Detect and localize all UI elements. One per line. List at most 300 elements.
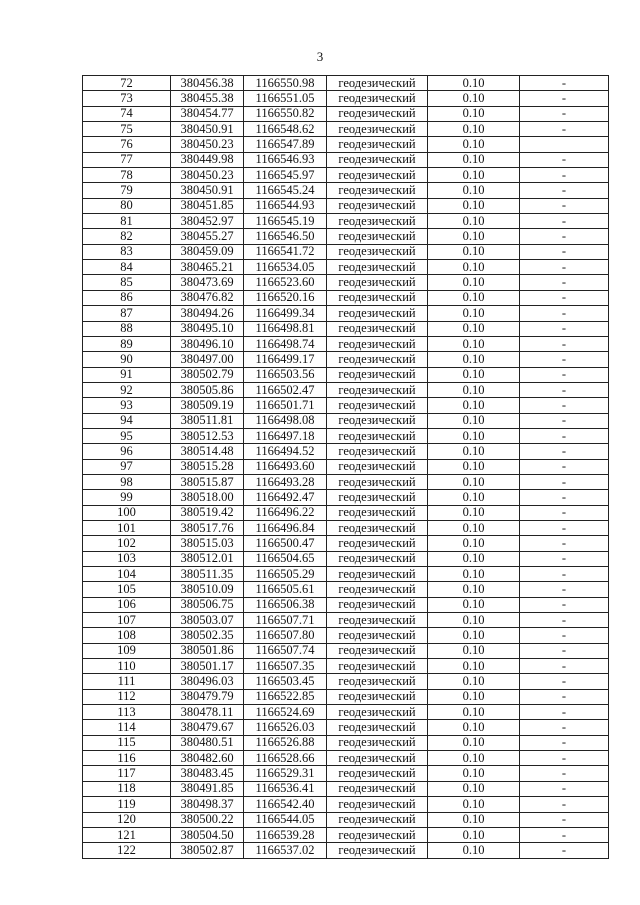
point-number-cell: 118 (83, 781, 171, 796)
table-row (83, 352, 609, 367)
note-cell: - (520, 336, 609, 351)
x-coordinate-cell: 380501.17 (171, 659, 244, 674)
y-coordinate-cell: 1166546.93 (244, 152, 327, 167)
note-cell: - (520, 674, 609, 689)
x-coordinate-cell: 380504.50 (171, 827, 244, 842)
y-coordinate-cell: 1166492.47 (244, 490, 327, 505)
x-coordinate-cell: 380509.19 (171, 398, 244, 413)
method-cell: геодезический (327, 751, 428, 766)
accuracy-cell: 0.10 (428, 567, 520, 582)
y-coordinate-cell: 1166551.05 (244, 91, 327, 106)
table-row (83, 260, 609, 275)
point-number-cell: 72 (83, 76, 171, 91)
y-coordinate-cell: 1166534.05 (244, 260, 327, 275)
x-coordinate-cell: 380479.67 (171, 720, 244, 735)
y-coordinate-cell: 1166496.84 (244, 520, 327, 535)
point-number-cell: 119 (83, 797, 171, 812)
point-number-cell: 117 (83, 766, 171, 781)
note-cell: - (520, 597, 609, 612)
point-number-cell: 77 (83, 152, 171, 167)
accuracy-cell: 0.10 (428, 168, 520, 183)
accuracy-cell: 0.10 (428, 551, 520, 566)
note-cell: - (520, 843, 609, 858)
method-cell: геодезический (327, 720, 428, 735)
accuracy-cell: 0.10 (428, 705, 520, 720)
table-row (83, 689, 609, 704)
x-coordinate-cell: 380511.81 (171, 413, 244, 428)
y-coordinate-cell: 1166503.56 (244, 367, 327, 382)
point-number-cell: 94 (83, 413, 171, 428)
y-coordinate-cell: 1166500.47 (244, 536, 327, 551)
x-coordinate-cell: 380482.60 (171, 751, 244, 766)
method-cell: геодезический (327, 827, 428, 842)
y-coordinate-cell: 1166502.47 (244, 382, 327, 397)
note-cell: - (520, 183, 609, 198)
table-row (83, 275, 609, 290)
note-cell: - (520, 812, 609, 827)
table-row (83, 812, 609, 827)
x-coordinate-cell: 380479.79 (171, 689, 244, 704)
point-number-cell: 74 (83, 106, 171, 121)
method-cell: геодезический (327, 735, 428, 750)
point-number-cell: 93 (83, 398, 171, 413)
x-coordinate-cell: 380491.85 (171, 781, 244, 796)
method-cell: геодезический (327, 490, 428, 505)
y-coordinate-cell: 1166523.60 (244, 275, 327, 290)
accuracy-cell: 0.10 (428, 474, 520, 489)
y-coordinate-cell: 1166499.34 (244, 306, 327, 321)
y-coordinate-cell: 1166494.52 (244, 444, 327, 459)
x-coordinate-cell: 380450.91 (171, 122, 244, 137)
method-cell: геодезический (327, 459, 428, 474)
table-row (83, 137, 609, 152)
x-coordinate-cell: 380450.91 (171, 183, 244, 198)
accuracy-cell: 0.10 (428, 689, 520, 704)
note-cell: - (520, 551, 609, 566)
accuracy-cell: 0.10 (428, 428, 520, 443)
accuracy-cell: 0.10 (428, 751, 520, 766)
table-row (83, 459, 609, 474)
table-row (83, 152, 609, 167)
note-cell: - (520, 428, 609, 443)
note-cell: - (520, 76, 609, 91)
method-cell: геодезический (327, 520, 428, 535)
table-row (83, 76, 609, 91)
x-coordinate-cell: 380518.00 (171, 490, 244, 505)
table-row (83, 597, 609, 612)
point-number-cell: 120 (83, 812, 171, 827)
y-coordinate-cell: 1166497.18 (244, 428, 327, 443)
y-coordinate-cell: 1166526.88 (244, 735, 327, 750)
y-coordinate-cell: 1166507.80 (244, 628, 327, 643)
accuracy-cell: 0.10 (428, 275, 520, 290)
y-coordinate-cell: 1166539.28 (244, 827, 327, 842)
point-number-cell: 115 (83, 735, 171, 750)
table-row (83, 797, 609, 812)
table-row (83, 474, 609, 489)
note-cell: - (520, 781, 609, 796)
table-row (83, 551, 609, 566)
x-coordinate-cell: 380515.03 (171, 536, 244, 551)
note-cell: - (520, 490, 609, 505)
y-coordinate-cell: 1166507.35 (244, 659, 327, 674)
method-cell: геодезический (327, 643, 428, 658)
table-row (83, 781, 609, 796)
note-cell: - (520, 198, 609, 213)
table-row (83, 444, 609, 459)
x-coordinate-cell: 380450.23 (171, 137, 244, 152)
note-cell: - (520, 474, 609, 489)
y-coordinate-cell: 1166507.71 (244, 613, 327, 628)
method-cell: геодезический (327, 260, 428, 275)
method-cell: геодезический (327, 275, 428, 290)
table-row (83, 613, 609, 628)
method-cell: геодезический (327, 382, 428, 397)
note-cell: - (520, 705, 609, 720)
y-coordinate-cell: 1166507.74 (244, 643, 327, 658)
accuracy-cell: 0.10 (428, 306, 520, 321)
table-row (83, 720, 609, 735)
x-coordinate-cell: 380502.87 (171, 843, 244, 858)
note-cell: - (520, 152, 609, 167)
x-coordinate-cell: 380465.21 (171, 260, 244, 275)
y-coordinate-cell: 1166542.40 (244, 797, 327, 812)
y-coordinate-cell: 1166546.50 (244, 229, 327, 244)
accuracy-cell: 0.10 (428, 628, 520, 643)
accuracy-cell: 0.10 (428, 674, 520, 689)
coordinates-table (82, 75, 609, 859)
y-coordinate-cell: 1166522.85 (244, 689, 327, 704)
note-cell: - (520, 643, 609, 658)
y-coordinate-cell: 1166499.17 (244, 352, 327, 367)
point-number-cell: 100 (83, 505, 171, 520)
method-cell: геодезический (327, 505, 428, 520)
table-row (83, 106, 609, 121)
y-coordinate-cell: 1166526.03 (244, 720, 327, 735)
method-cell: геодезический (327, 398, 428, 413)
table-row (83, 505, 609, 520)
accuracy-cell: 0.10 (428, 781, 520, 796)
table-row (83, 336, 609, 351)
point-number-cell: 112 (83, 689, 171, 704)
y-coordinate-cell: 1166550.82 (244, 106, 327, 121)
method-cell: геодезический (327, 137, 428, 152)
method-cell: геодезический (327, 336, 428, 351)
accuracy-cell: 0.10 (428, 505, 520, 520)
point-number-cell: 103 (83, 551, 171, 566)
x-coordinate-cell: 380501.86 (171, 643, 244, 658)
x-coordinate-cell: 380455.38 (171, 91, 244, 106)
y-coordinate-cell: 1166529.31 (244, 766, 327, 781)
method-cell: геодезический (327, 152, 428, 167)
note-cell (520, 137, 609, 152)
point-number-cell: 73 (83, 91, 171, 106)
method-cell: геодезический (327, 659, 428, 674)
table-row (83, 827, 609, 842)
x-coordinate-cell: 380480.51 (171, 735, 244, 750)
accuracy-cell: 0.10 (428, 152, 520, 167)
x-coordinate-cell: 380506.75 (171, 597, 244, 612)
accuracy-cell: 0.10 (428, 229, 520, 244)
accuracy-cell: 0.10 (428, 137, 520, 152)
method-cell: геодезический (327, 551, 428, 566)
x-coordinate-cell: 380498.37 (171, 797, 244, 812)
method-cell: геодезический (327, 597, 428, 612)
accuracy-cell: 0.10 (428, 536, 520, 551)
table-row (83, 122, 609, 137)
x-coordinate-cell: 380519.42 (171, 505, 244, 520)
point-number-cell: 108 (83, 628, 171, 643)
x-coordinate-cell: 380511.35 (171, 567, 244, 582)
table-row (83, 91, 609, 106)
table-row (83, 843, 609, 858)
point-number-cell: 97 (83, 459, 171, 474)
table-row (83, 490, 609, 505)
y-coordinate-cell: 1166493.60 (244, 459, 327, 474)
note-cell: - (520, 751, 609, 766)
x-coordinate-cell: 380502.79 (171, 367, 244, 382)
accuracy-cell: 0.10 (428, 183, 520, 198)
point-number-cell: 89 (83, 336, 171, 351)
note-cell: - (520, 352, 609, 367)
note-cell: - (520, 459, 609, 474)
note-cell: - (520, 382, 609, 397)
x-coordinate-cell: 380497.00 (171, 352, 244, 367)
table-row (83, 290, 609, 305)
y-coordinate-cell: 1166505.29 (244, 567, 327, 582)
x-coordinate-cell: 380459.09 (171, 244, 244, 259)
table-row (83, 306, 609, 321)
note-cell: - (520, 106, 609, 121)
method-cell: геодезический (327, 444, 428, 459)
note-cell: - (520, 91, 609, 106)
method-cell: геодезический (327, 582, 428, 597)
note-cell: - (520, 735, 609, 750)
x-coordinate-cell: 380500.22 (171, 812, 244, 827)
x-coordinate-cell: 380478.11 (171, 705, 244, 720)
table-row (83, 214, 609, 229)
point-number-cell: 121 (83, 827, 171, 842)
y-coordinate-cell: 1166547.89 (244, 137, 327, 152)
note-cell: - (520, 444, 609, 459)
method-cell: геодезический (327, 290, 428, 305)
point-number-cell: 114 (83, 720, 171, 735)
y-coordinate-cell: 1166545.97 (244, 168, 327, 183)
y-coordinate-cell: 1166537.02 (244, 843, 327, 858)
point-number-cell: 78 (83, 168, 171, 183)
note-cell: - (520, 214, 609, 229)
accuracy-cell: 0.10 (428, 352, 520, 367)
accuracy-cell: 0.10 (428, 244, 520, 259)
point-number-cell: 90 (83, 352, 171, 367)
x-coordinate-cell: 380503.07 (171, 613, 244, 628)
point-number-cell: 88 (83, 321, 171, 336)
accuracy-cell: 0.10 (428, 582, 520, 597)
table-row (83, 567, 609, 582)
method-cell: геодезический (327, 474, 428, 489)
x-coordinate-cell: 380512.53 (171, 428, 244, 443)
point-number-cell: 84 (83, 260, 171, 275)
method-cell: геодезический (327, 168, 428, 183)
point-number-cell: 99 (83, 490, 171, 505)
method-cell: геодезический (327, 413, 428, 428)
method-cell: геодезический (327, 321, 428, 336)
table-row (83, 398, 609, 413)
method-cell: геодезический (327, 306, 428, 321)
method-cell: геодезический (327, 705, 428, 720)
y-coordinate-cell: 1166544.93 (244, 198, 327, 213)
x-coordinate-cell: 380510.09 (171, 582, 244, 597)
method-cell: геодезический (327, 613, 428, 628)
method-cell: геодезический (327, 367, 428, 382)
y-coordinate-cell: 1166493.28 (244, 474, 327, 489)
x-coordinate-cell: 380514.48 (171, 444, 244, 459)
table-row (83, 382, 609, 397)
table-row (83, 659, 609, 674)
point-number-cell: 107 (83, 613, 171, 628)
x-coordinate-cell: 380495.10 (171, 321, 244, 336)
point-number-cell: 81 (83, 214, 171, 229)
accuracy-cell: 0.10 (428, 766, 520, 781)
point-number-cell: 76 (83, 137, 171, 152)
method-cell: геодезический (327, 244, 428, 259)
x-coordinate-cell: 380473.69 (171, 275, 244, 290)
note-cell: - (520, 689, 609, 704)
point-number-cell: 92 (83, 382, 171, 397)
y-coordinate-cell: 1166498.74 (244, 336, 327, 351)
accuracy-cell: 0.10 (428, 843, 520, 858)
point-number-cell: 105 (83, 582, 171, 597)
method-cell: геодезический (327, 198, 428, 213)
method-cell: геодезический (327, 674, 428, 689)
y-coordinate-cell: 1166498.08 (244, 413, 327, 428)
table-row (83, 751, 609, 766)
note-cell: - (520, 367, 609, 382)
point-number-cell: 75 (83, 122, 171, 137)
accuracy-cell: 0.10 (428, 444, 520, 459)
accuracy-cell: 0.10 (428, 321, 520, 336)
accuracy-cell: 0.10 (428, 76, 520, 91)
point-number-cell: 86 (83, 290, 171, 305)
method-cell: геодезический (327, 352, 428, 367)
note-cell: - (520, 229, 609, 244)
note-cell: - (520, 536, 609, 551)
accuracy-cell: 0.10 (428, 413, 520, 428)
x-coordinate-cell: 380450.23 (171, 168, 244, 183)
note-cell: - (520, 720, 609, 735)
point-number-cell: 80 (83, 198, 171, 213)
note-cell: - (520, 567, 609, 582)
method-cell: геодезический (327, 122, 428, 137)
method-cell: геодезический (327, 183, 428, 198)
point-number-cell: 110 (83, 659, 171, 674)
point-number-cell: 111 (83, 674, 171, 689)
accuracy-cell: 0.10 (428, 459, 520, 474)
x-coordinate-cell: 380454.77 (171, 106, 244, 121)
page-number: 3 (316, 49, 324, 64)
accuracy-cell: 0.10 (428, 290, 520, 305)
x-coordinate-cell: 380496.03 (171, 674, 244, 689)
point-number-cell: 109 (83, 643, 171, 658)
method-cell: геодезический (327, 214, 428, 229)
x-coordinate-cell: 380494.26 (171, 306, 244, 321)
accuracy-cell: 0.10 (428, 260, 520, 275)
table-row (83, 413, 609, 428)
point-number-cell: 83 (83, 244, 171, 259)
method-cell: геодезический (327, 567, 428, 582)
note-cell: - (520, 659, 609, 674)
accuracy-cell: 0.10 (428, 720, 520, 735)
accuracy-cell: 0.10 (428, 382, 520, 397)
accuracy-cell: 0.10 (428, 735, 520, 750)
table-row (83, 735, 609, 750)
y-coordinate-cell: 1166503.45 (244, 674, 327, 689)
y-coordinate-cell: 1166545.24 (244, 183, 327, 198)
table-row (83, 321, 609, 336)
note-cell: - (520, 168, 609, 183)
accuracy-cell: 0.10 (428, 198, 520, 213)
y-coordinate-cell: 1166550.98 (244, 76, 327, 91)
note-cell: - (520, 827, 609, 842)
table-row (83, 229, 609, 244)
method-cell: геодезический (327, 76, 428, 91)
method-cell: геодезический (327, 628, 428, 643)
table-row (83, 582, 609, 597)
x-coordinate-cell: 380515.28 (171, 459, 244, 474)
y-coordinate-cell: 1166541.72 (244, 244, 327, 259)
table-row (83, 628, 609, 643)
note-cell: - (520, 306, 609, 321)
note-cell: - (520, 628, 609, 643)
x-coordinate-cell: 380517.76 (171, 520, 244, 535)
accuracy-cell: 0.10 (428, 398, 520, 413)
method-cell: геодезический (327, 91, 428, 106)
y-coordinate-cell: 1166536.41 (244, 781, 327, 796)
point-number-cell: 87 (83, 306, 171, 321)
y-coordinate-cell: 1166524.69 (244, 705, 327, 720)
table-row (83, 183, 609, 198)
accuracy-cell: 0.10 (428, 597, 520, 612)
method-cell: геодезический (327, 229, 428, 244)
table-row (83, 428, 609, 443)
note-cell: - (520, 398, 609, 413)
point-number-cell: 116 (83, 751, 171, 766)
accuracy-cell: 0.10 (428, 827, 520, 842)
table-row (83, 674, 609, 689)
x-coordinate-cell: 380505.86 (171, 382, 244, 397)
note-cell: - (520, 505, 609, 520)
point-number-cell: 95 (83, 428, 171, 443)
y-coordinate-cell: 1166544.05 (244, 812, 327, 827)
method-cell: геодезический (327, 428, 428, 443)
x-coordinate-cell: 380512.01 (171, 551, 244, 566)
note-cell: - (520, 797, 609, 812)
coordinates-table-body (83, 76, 609, 859)
accuracy-cell: 0.10 (428, 659, 520, 674)
note-cell: - (520, 122, 609, 137)
y-coordinate-cell: 1166498.81 (244, 321, 327, 336)
x-coordinate-cell: 380455.27 (171, 229, 244, 244)
method-cell: геодезический (327, 766, 428, 781)
method-cell: геодезический (327, 781, 428, 796)
note-cell: - (520, 520, 609, 535)
accuracy-cell: 0.10 (428, 490, 520, 505)
point-number-cell: 91 (83, 367, 171, 382)
x-coordinate-cell: 380452.97 (171, 214, 244, 229)
table-row (83, 766, 609, 781)
point-number-cell: 104 (83, 567, 171, 582)
accuracy-cell: 0.10 (428, 797, 520, 812)
